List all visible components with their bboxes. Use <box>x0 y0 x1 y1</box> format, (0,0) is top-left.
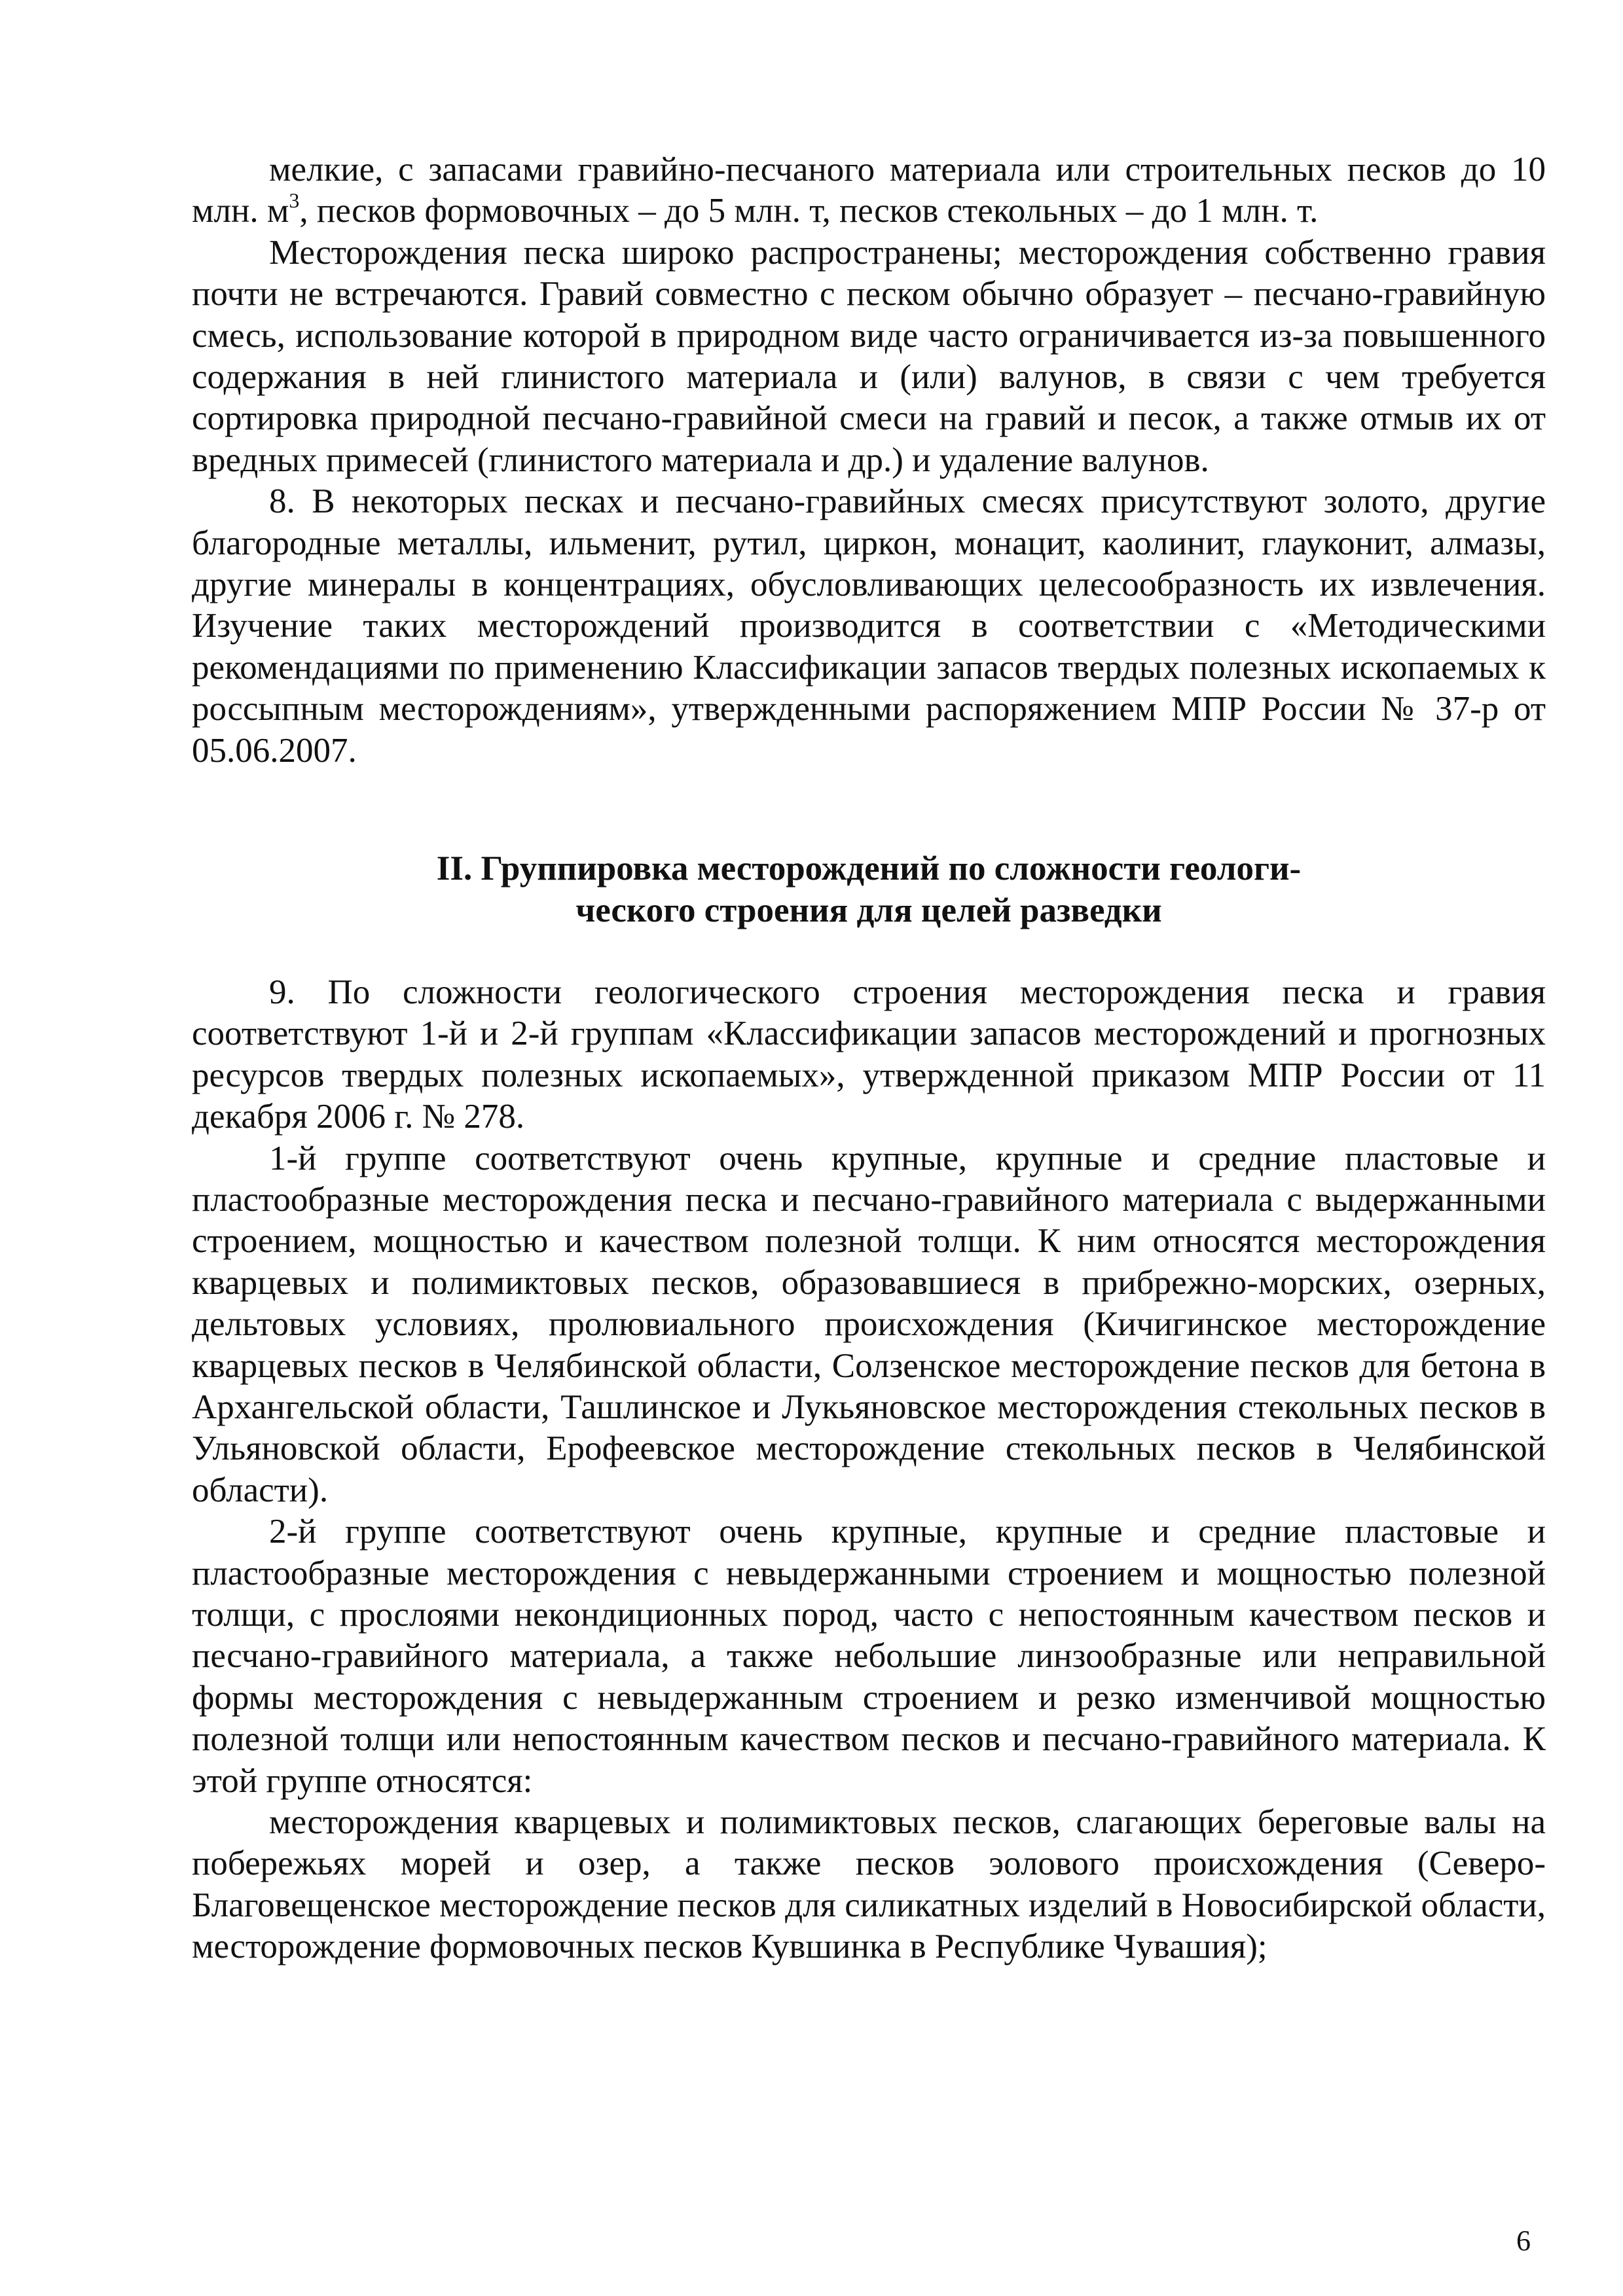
paragraph-item-8: 8. В некоторых песках и песчано-гравийных смесях присутствуют золото, другие благородные металлы, ильменит, рутил, циркон, монацит, каолинит, глауконит, алмазы, другие минералы в концентрациях, обусловливающих целесообразность их извлечения. Изучение таких месторождений производится в соответствии с «Методическими рекомендациями по применению Классификации запасов твердых полезных ископаемых к россыпным месторождениям», утвержденными распоряжением МПР России № 37-р от 05.06.2007. <box>192 482 1546 770</box>
paragraph-group-1: 1-й группе соответствуют очень крупные, крупные и средние пластовые и пластообразные месторождения песка и песчано-гравийного материала с выдержанными строением, мощностью и качеством полезной толщи. К ним относятся месторождения кварцевых и полимиктовых песков, образовавшиеся в прибрежно-морских, озерных, дельтовых условиях, пролювиального происхождения (Кичигинское месторождение кварцевых песков в Челябинской области, Солзенское месторождение песков для бетона в Архангельской области, Ташлинское и Лукьяновское месторождения стекольных песков в Ульяновской области, Ерофеевское месторождение стекольных песков в Челябинской области). <box>192 1139 1546 1509</box>
paragraph-item-9: 9. По сложности геологического строения месторождения песка и гравия соответствуют 1-й и 2-й группам «Классификации запасов месторождений и прогнозных ресурсов твердых полезных ископаемых», утвержденной приказом МПР России от 11 декабря 2006 г. № 278. <box>192 973 1546 1136</box>
paragraph-continuation <box>192 149 1546 232</box>
paragraph-group-2-examples: месторождения кварцевых и полимиктовых песков, слагающих береговые валы на побережьях морей и озер, а также песков эолового происхождения (Северо-Благовещенское месторождение песков для силикатных изделий в Новосибирской области, месторождение формовочных песков Кувшинка в Республике Чувашия); <box>192 1803 1546 1966</box>
paragraph-text: мелкие, с запасами гравийно-песчаного материала или строительных песков до 10 млн. м <box>192 151 1546 230</box>
paragraph-deposits-gravel: Месторождения песка широко распространены; месторождения собственно гравия почти не встречаются. Гравий совместно с песком обычно образует – песчано-гравийную смесь, использование которой в природном виде часто ограничивается из-за повышенного содержания в ней глинистого материала и (или) валунов, в связи с чем требуется сортировка природной песчано-гравийной смеси на гравий и песок, а также отмыв их от вредных примесей (глинистого материала и др.) и удаление валунов. <box>192 233 1546 479</box>
page-number: 6 <box>1516 2225 1531 2257</box>
section-heading <box>192 848 1546 931</box>
paragraph-text: , песков формовочных – до 5 млн. т, песков стекольных – до 1 млн. т. <box>299 192 1319 230</box>
section-heading-line-2: ческого строения для целей разведки <box>575 891 1162 929</box>
section-heading-line-1: II. Группировка месторождений по сложности геологи- <box>436 850 1302 888</box>
document-body <box>192 149 1546 1968</box>
paragraph-group-2: 2-й группе соответствуют очень крупные, крупные и средние пластовые и пластообразные месторождения с невыдержанными строением и мощностью полезной толщи, с прослоями некондиционных пород, часто с непостоянным качеством песков и песчано-гравийного материала, а также небольшие линзообразные или неправильной формы месторождения с невыдержанным строением и резко изменчивой мощностью полезной толщи или непостоянным качеством песков и песчано-гравийного материала. К этой группе относятся: <box>192 1513 1546 1800</box>
superscript-exponent: 3 <box>289 188 300 213</box>
